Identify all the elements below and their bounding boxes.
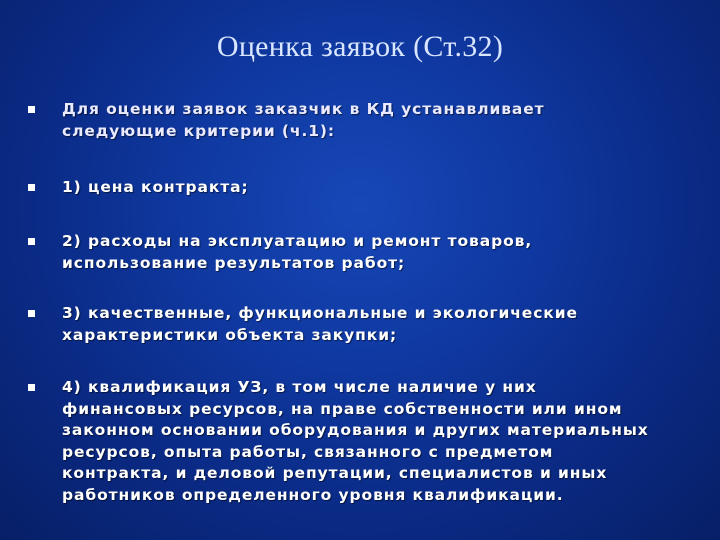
square-bullet-icon <box>28 106 35 113</box>
bullet-text: 3) качественные, функциональные и экологические характеристики объекта закупки; <box>62 304 578 344</box>
bullet-text: 1) цена контракта; <box>62 178 249 196</box>
square-bullet-icon <box>28 184 35 191</box>
bullet-text: Для оценки заявок заказчик в КД устанавливает следующие критерии (ч.1): <box>62 100 545 140</box>
bullet-text: 4) квалификация УЗ, в том числе наличие у них финансовых ресурсов, на праве собственности или ином законном основании оборудования и других материальных ресурсов, опыта работы, связанного с предметом контракта, и деловой репутации, специалистов и иных работников определенного уровня квалификации. <box>62 378 649 504</box>
square-bullet-icon <box>28 384 35 391</box>
bullet-text: 2) расходы на эксплуатацию и ремонт товаров, использование результатов работ; <box>62 232 533 272</box>
slide-title: Оценка заявок (Ст.32) <box>216 30 504 63</box>
square-bullet-icon <box>28 310 35 317</box>
square-bullet-icon <box>28 238 35 245</box>
